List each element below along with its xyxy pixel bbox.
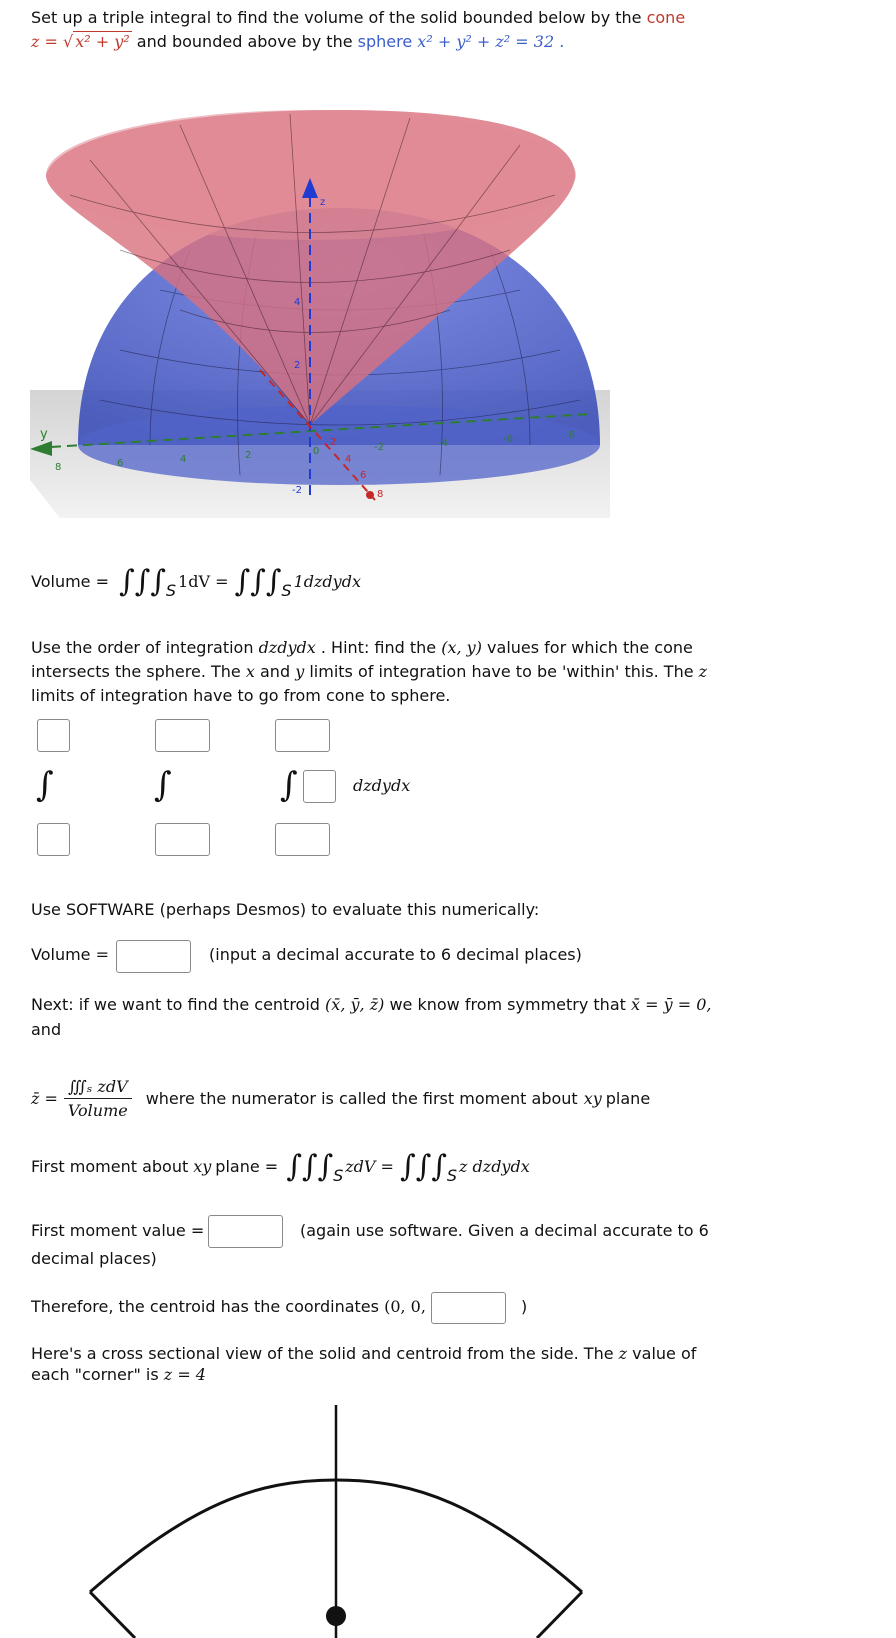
result-text: Therefore, the centroid has the coordinates (31, 1297, 379, 1316)
x-tick: 8 (377, 489, 384, 500)
sphere-link: sphere (357, 32, 413, 51)
integrand-input[interactable] (303, 770, 336, 803)
triple-integral-icon: ∫∫∫ (399, 1149, 447, 1184)
coords-prefix: (0, 0, (384, 1297, 426, 1316)
hint-text: and (260, 662, 291, 681)
cone-left-edge (90, 1592, 135, 1638)
var-z: z (698, 662, 708, 681)
integral-icon: ∫ (36, 765, 54, 805)
zbar-lhs: z̄ = (31, 1089, 58, 1108)
volume-answer-row (31, 945, 109, 964)
cross-section-text: each "corner" is (31, 1365, 159, 1384)
y-lower-limit-input[interactable] (155, 823, 210, 856)
hint-line-3 (31, 684, 881, 707)
fraction-denominator: Volume (67, 1101, 128, 1120)
sphere-equation: x² + y² + z² = 32 . (417, 32, 565, 51)
first-moment-label: First moment about (31, 1157, 189, 1176)
x-lower-limit-input[interactable] (37, 823, 70, 856)
plane-eq: plane = (215, 1157, 279, 1176)
xy-pair: (x, y) (441, 638, 482, 657)
cone-equation-radicand: x² + y² (75, 32, 130, 51)
equals-sign: = (95, 945, 110, 964)
hint-text: values for which the cone (487, 638, 693, 657)
centroid-text: we know from symmetry that (389, 995, 626, 1014)
hint-text: limits of integration have to go from cone to sphere. (31, 686, 451, 705)
plane-word: plane (605, 1089, 651, 1108)
integral-icon: ∫ (280, 765, 298, 805)
var-y: y (295, 662, 305, 681)
volume-label: Volume (31, 945, 91, 964)
z-tick: 2 (294, 360, 301, 371)
first-moment-input[interactable] (208, 1215, 283, 1248)
problem-statement (31, 6, 881, 29)
z-axis-label: z (320, 197, 326, 208)
volume-input[interactable] (116, 940, 191, 973)
triple-integral-icon: ∫∫∫ (119, 564, 166, 599)
y-tick: 2 (245, 450, 252, 461)
y-tick: -2 (374, 442, 384, 453)
corner-equation: z = 4 (163, 1365, 206, 1384)
centroid-text: Next: if we want to find the centroid (31, 995, 320, 1014)
order-of-integration: dzdydx (258, 638, 316, 657)
z-upper-limit-input[interactable] (275, 719, 330, 752)
hint-text: intersects the sphere. The (31, 662, 241, 681)
first-moment-note-2: decimal places) (31, 1249, 157, 1268)
cross-section-text: Here's a cross sectional view of the solid and centroid from the side. The (31, 1344, 614, 1363)
hint-text: limits of integration have to be 'within' this. The (309, 662, 694, 681)
z-tick: 4 (294, 297, 301, 308)
region-subscript: S (333, 1166, 344, 1185)
volume-formula (31, 563, 361, 600)
var-xy: xy (193, 1157, 212, 1176)
y-tick: 6 (117, 458, 124, 469)
triple-integral-icon: ∫∫∫ (234, 564, 282, 599)
y-tick: 8 (55, 462, 62, 473)
software-instruction: Use SOFTWARE (perhaps Desmos) to evaluate this numerically: (31, 900, 540, 919)
region-subscript: S (446, 1166, 457, 1185)
cross-section-text-1 (31, 1344, 696, 1363)
hint-text: Use the order of integration (31, 638, 254, 657)
fraction-numerator: ∭ₛ zdV (64, 1077, 132, 1099)
coords-close: ) (521, 1297, 528, 1316)
cross-section-text-2 (31, 1365, 206, 1384)
hint-line-1 (31, 636, 881, 659)
z-tick: -2 (292, 485, 302, 496)
region-subscript: S (281, 581, 292, 600)
y-tick: -4 (438, 438, 448, 449)
volume-integrand-1: 1dV = (178, 572, 229, 591)
x-upper-limit-input[interactable] (37, 719, 70, 752)
y-tick: 4 (180, 454, 187, 465)
volume-note: (input a decimal accurate to 6 decimal places) (209, 945, 582, 964)
integral-icon: ∫ (154, 765, 172, 805)
region-subscript: S (165, 581, 177, 600)
y-axis-label: y (40, 427, 48, 442)
y-upper-limit-input[interactable] (155, 719, 210, 752)
zbar-input[interactable] (431, 1292, 506, 1324)
zbar-fraction (64, 1077, 132, 1120)
x-axis-arrow-icon (366, 491, 374, 499)
x-tick: 4 (345, 454, 352, 465)
differential-label: dzdydx (353, 776, 411, 795)
x-tick: 2 (330, 437, 337, 448)
cone-link: cone (646, 8, 686, 27)
numerator-note: where the numerator is called the first moment about (145, 1089, 578, 1108)
centroid-and: and (31, 1020, 62, 1039)
cone-right-edge (537, 1592, 582, 1638)
intro-mid: and bounded above by the (136, 32, 353, 51)
z-lower-limit-input[interactable] (275, 823, 330, 856)
centroid-point (326, 1606, 346, 1626)
x-tick: 6 (360, 470, 367, 481)
var-x: x (245, 662, 255, 681)
volume-integrand-2: 1dzdydx (293, 572, 361, 591)
var-xy: xy (583, 1089, 602, 1108)
cross-section-text: value of (632, 1344, 697, 1363)
first-moment-note: (again use software. Given a decimal accurate to 6 (300, 1221, 709, 1240)
problem-statement-line2: z = √ x² + y² and bounded above by the sphere x² + y² + z² = 32 . (31, 32, 565, 51)
hint-line-2 (31, 660, 881, 683)
first-moment-value-label: First moment value = (31, 1221, 205, 1240)
cone-equation-lhs: z = (31, 32, 58, 51)
triple-integral-icon: ∫∫∫ (286, 1149, 334, 1184)
centroid-coords: (x̄, ȳ, z̄) (325, 995, 385, 1014)
y-tick: 0 (313, 446, 320, 457)
cross-section-diagram (0, 1400, 896, 1638)
centroid-text-line1 (31, 993, 711, 1016)
y-tick: -8 (565, 430, 575, 441)
cone-sphere-3d-plot (30, 100, 645, 530)
first-moment-integrand-1: zdV = (345, 1157, 394, 1176)
first-moment-integrand-2: z dzdydx (459, 1157, 530, 1176)
symmetry-equation: x̄ = ȳ = 0, (630, 995, 712, 1014)
first-moment-formula (31, 1148, 530, 1185)
var-z: z (618, 1344, 628, 1363)
zbar-formula (31, 1077, 650, 1120)
sphere-base (78, 405, 600, 485)
volume-formula-label: Volume = (31, 572, 109, 591)
hint-text: . Hint: find the (320, 638, 437, 657)
intro-text: Set up a triple integral to find the volume of the solid bounded below by the (31, 8, 642, 27)
y-tick: -6 (503, 434, 513, 445)
centroid-result-row (31, 1297, 426, 1316)
